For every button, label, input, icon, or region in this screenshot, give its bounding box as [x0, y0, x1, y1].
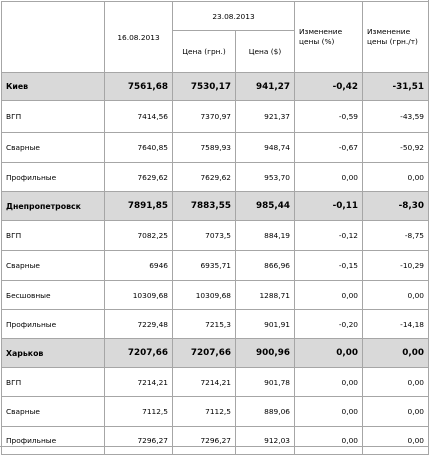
cell-price-prev: 10309,68	[105, 281, 173, 310]
cell-price-usd: 866,96	[236, 251, 295, 281]
cell-change-pct: 0,00	[295, 281, 363, 310]
cell-change-pct: -0,59	[295, 101, 363, 133]
cell-price-prev: 6946	[105, 251, 173, 281]
header-change-pct-cell	[295, 2, 363, 73]
row-label: Сварные	[2, 251, 105, 281]
cell-price-uah: 7112,5	[173, 397, 236, 427]
cell-price-usd: 900,96	[236, 339, 295, 368]
header-row-1	[2, 2, 429, 31]
cell-change-pct: 0,00	[295, 163, 363, 192]
cell-price-usd: 948,74	[236, 133, 295, 163]
price-table	[1, 1, 429, 455]
cell-price-uah: 6935,71	[173, 251, 236, 281]
cell-price-usd: 884,19	[236, 221, 295, 251]
header-date-prev: 16.08.2013	[105, 2, 173, 73]
cell-change-abs: 0,00	[363, 281, 429, 310]
table-row	[2, 251, 429, 281]
row-label: Сварные	[2, 397, 105, 427]
header-price-uah: Цена (грн.)	[182, 46, 226, 56]
cell-price-prev: 7414,56	[105, 101, 173, 133]
cell-change-abs: -8,75	[363, 221, 429, 251]
cell-price-usd: 1288,71	[236, 281, 295, 310]
header-change-abs-cell	[363, 2, 429, 73]
cell-change-abs: -43,59	[363, 101, 429, 133]
cell-change-pct: -0,20	[295, 310, 363, 339]
cell-change-pct: 0,00	[295, 397, 363, 427]
cell-price-usd: 889,06	[236, 397, 295, 427]
table-row	[2, 427, 429, 455]
cell-price-prev: 7214,21	[105, 368, 173, 397]
cell-price-usd: 901,91	[236, 310, 295, 339]
header-corner-cell	[2, 2, 105, 73]
cell-change-abs: -31,51	[363, 73, 429, 101]
cell-price-usd: 921,37	[236, 101, 295, 133]
cell-change-pct: 0,00	[295, 339, 363, 368]
cell-price-uah: 7214,21	[173, 368, 236, 397]
cell-change-abs: 0,00	[363, 368, 429, 397]
row-label: Харьков	[2, 339, 105, 368]
cell-price-usd: 912,03	[236, 427, 295, 455]
cell-price-prev: 7640,85	[105, 133, 173, 163]
row-label: ВГП	[2, 101, 105, 133]
cell-price-prev: 7082,25	[105, 221, 173, 251]
row-label: Киев	[2, 73, 105, 101]
table-row	[2, 101, 429, 133]
cell-price-prev: 7229,48	[105, 310, 173, 339]
cell-price-prev: 7296,27	[105, 427, 173, 455]
cell-price-uah: 7589,93	[173, 133, 236, 163]
cell-price-uah: 10309,68	[173, 281, 236, 310]
row-label: Бесшовные	[2, 281, 105, 310]
table-row	[2, 221, 429, 251]
table-row	[2, 281, 429, 310]
cell-price-uah: 7215,3	[173, 310, 236, 339]
cell-price-usd: 985,44	[236, 192, 295, 221]
cell-price-uah: 7073,5	[173, 221, 236, 251]
table-row	[2, 133, 429, 163]
cell-price-uah: 7629,62	[173, 163, 236, 192]
cell-change-abs: -50,92	[363, 133, 429, 163]
header-change-pct: Изменение цены (%)	[299, 27, 343, 46]
header-price-usd: Цена ($)	[236, 31, 295, 73]
header-change-abs: Изменение цены (грн./т)	[367, 27, 418, 46]
cell-change-pct: 0,00	[295, 368, 363, 397]
cell-price-uah: 7530,17	[173, 73, 236, 101]
cell-change-pct: -0,15	[295, 251, 363, 281]
table-row-city	[2, 339, 429, 368]
table-row	[2, 397, 429, 427]
cell-change-abs: 0,00	[363, 163, 429, 192]
table-row-city	[2, 73, 429, 101]
cell-price-prev: 7891,85	[105, 192, 173, 221]
cell-price-prev: 7112,5	[105, 397, 173, 427]
cell-change-abs: -14,18	[363, 310, 429, 339]
row-label: ВГП	[2, 221, 105, 251]
cell-price-uah: 7370,97	[173, 101, 236, 133]
table-row	[2, 310, 429, 339]
row-label: Сварные	[2, 133, 105, 163]
row-label: Профильные	[2, 310, 105, 339]
cell-change-pct: 0,00	[295, 427, 363, 455]
cell-price-prev: 7207,66	[105, 339, 173, 368]
cell-price-uah: 7883,55	[173, 192, 236, 221]
cell-price-prev: 7561,68	[105, 73, 173, 101]
row-label: Днепропетровск	[2, 192, 105, 221]
table-row	[2, 368, 429, 397]
cell-price-usd: 901,78	[236, 368, 295, 397]
cell-price-prev: 7629,62	[105, 163, 173, 192]
cell-price-uah: 7296,27	[173, 427, 236, 455]
cell-change-pct: -0,12	[295, 221, 363, 251]
table-row-city	[2, 192, 429, 221]
cell-change-abs: -10,29	[363, 251, 429, 281]
cell-change-abs: 0,00	[363, 427, 429, 455]
cell-change-abs: 0,00	[363, 339, 429, 368]
header-price-uah-cell	[173, 31, 236, 73]
cell-change-abs: 0,00	[363, 397, 429, 427]
table-row	[2, 163, 429, 192]
cell-price-usd: 953,70	[236, 163, 295, 192]
header-date-curr: 23.08.2013	[173, 2, 295, 31]
row-label: Профильные	[2, 163, 105, 192]
cell-change-abs: -8,30	[363, 192, 429, 221]
cell-price-uah: 7207,66	[173, 339, 236, 368]
row-label: Профильные	[2, 427, 105, 455]
row-label: ВГП	[2, 368, 105, 397]
cell-change-pct: -0,11	[295, 192, 363, 221]
cell-change-pct: -0,67	[295, 133, 363, 163]
cell-change-pct: -0,42	[295, 73, 363, 101]
cell-price-usd: 941,27	[236, 73, 295, 101]
